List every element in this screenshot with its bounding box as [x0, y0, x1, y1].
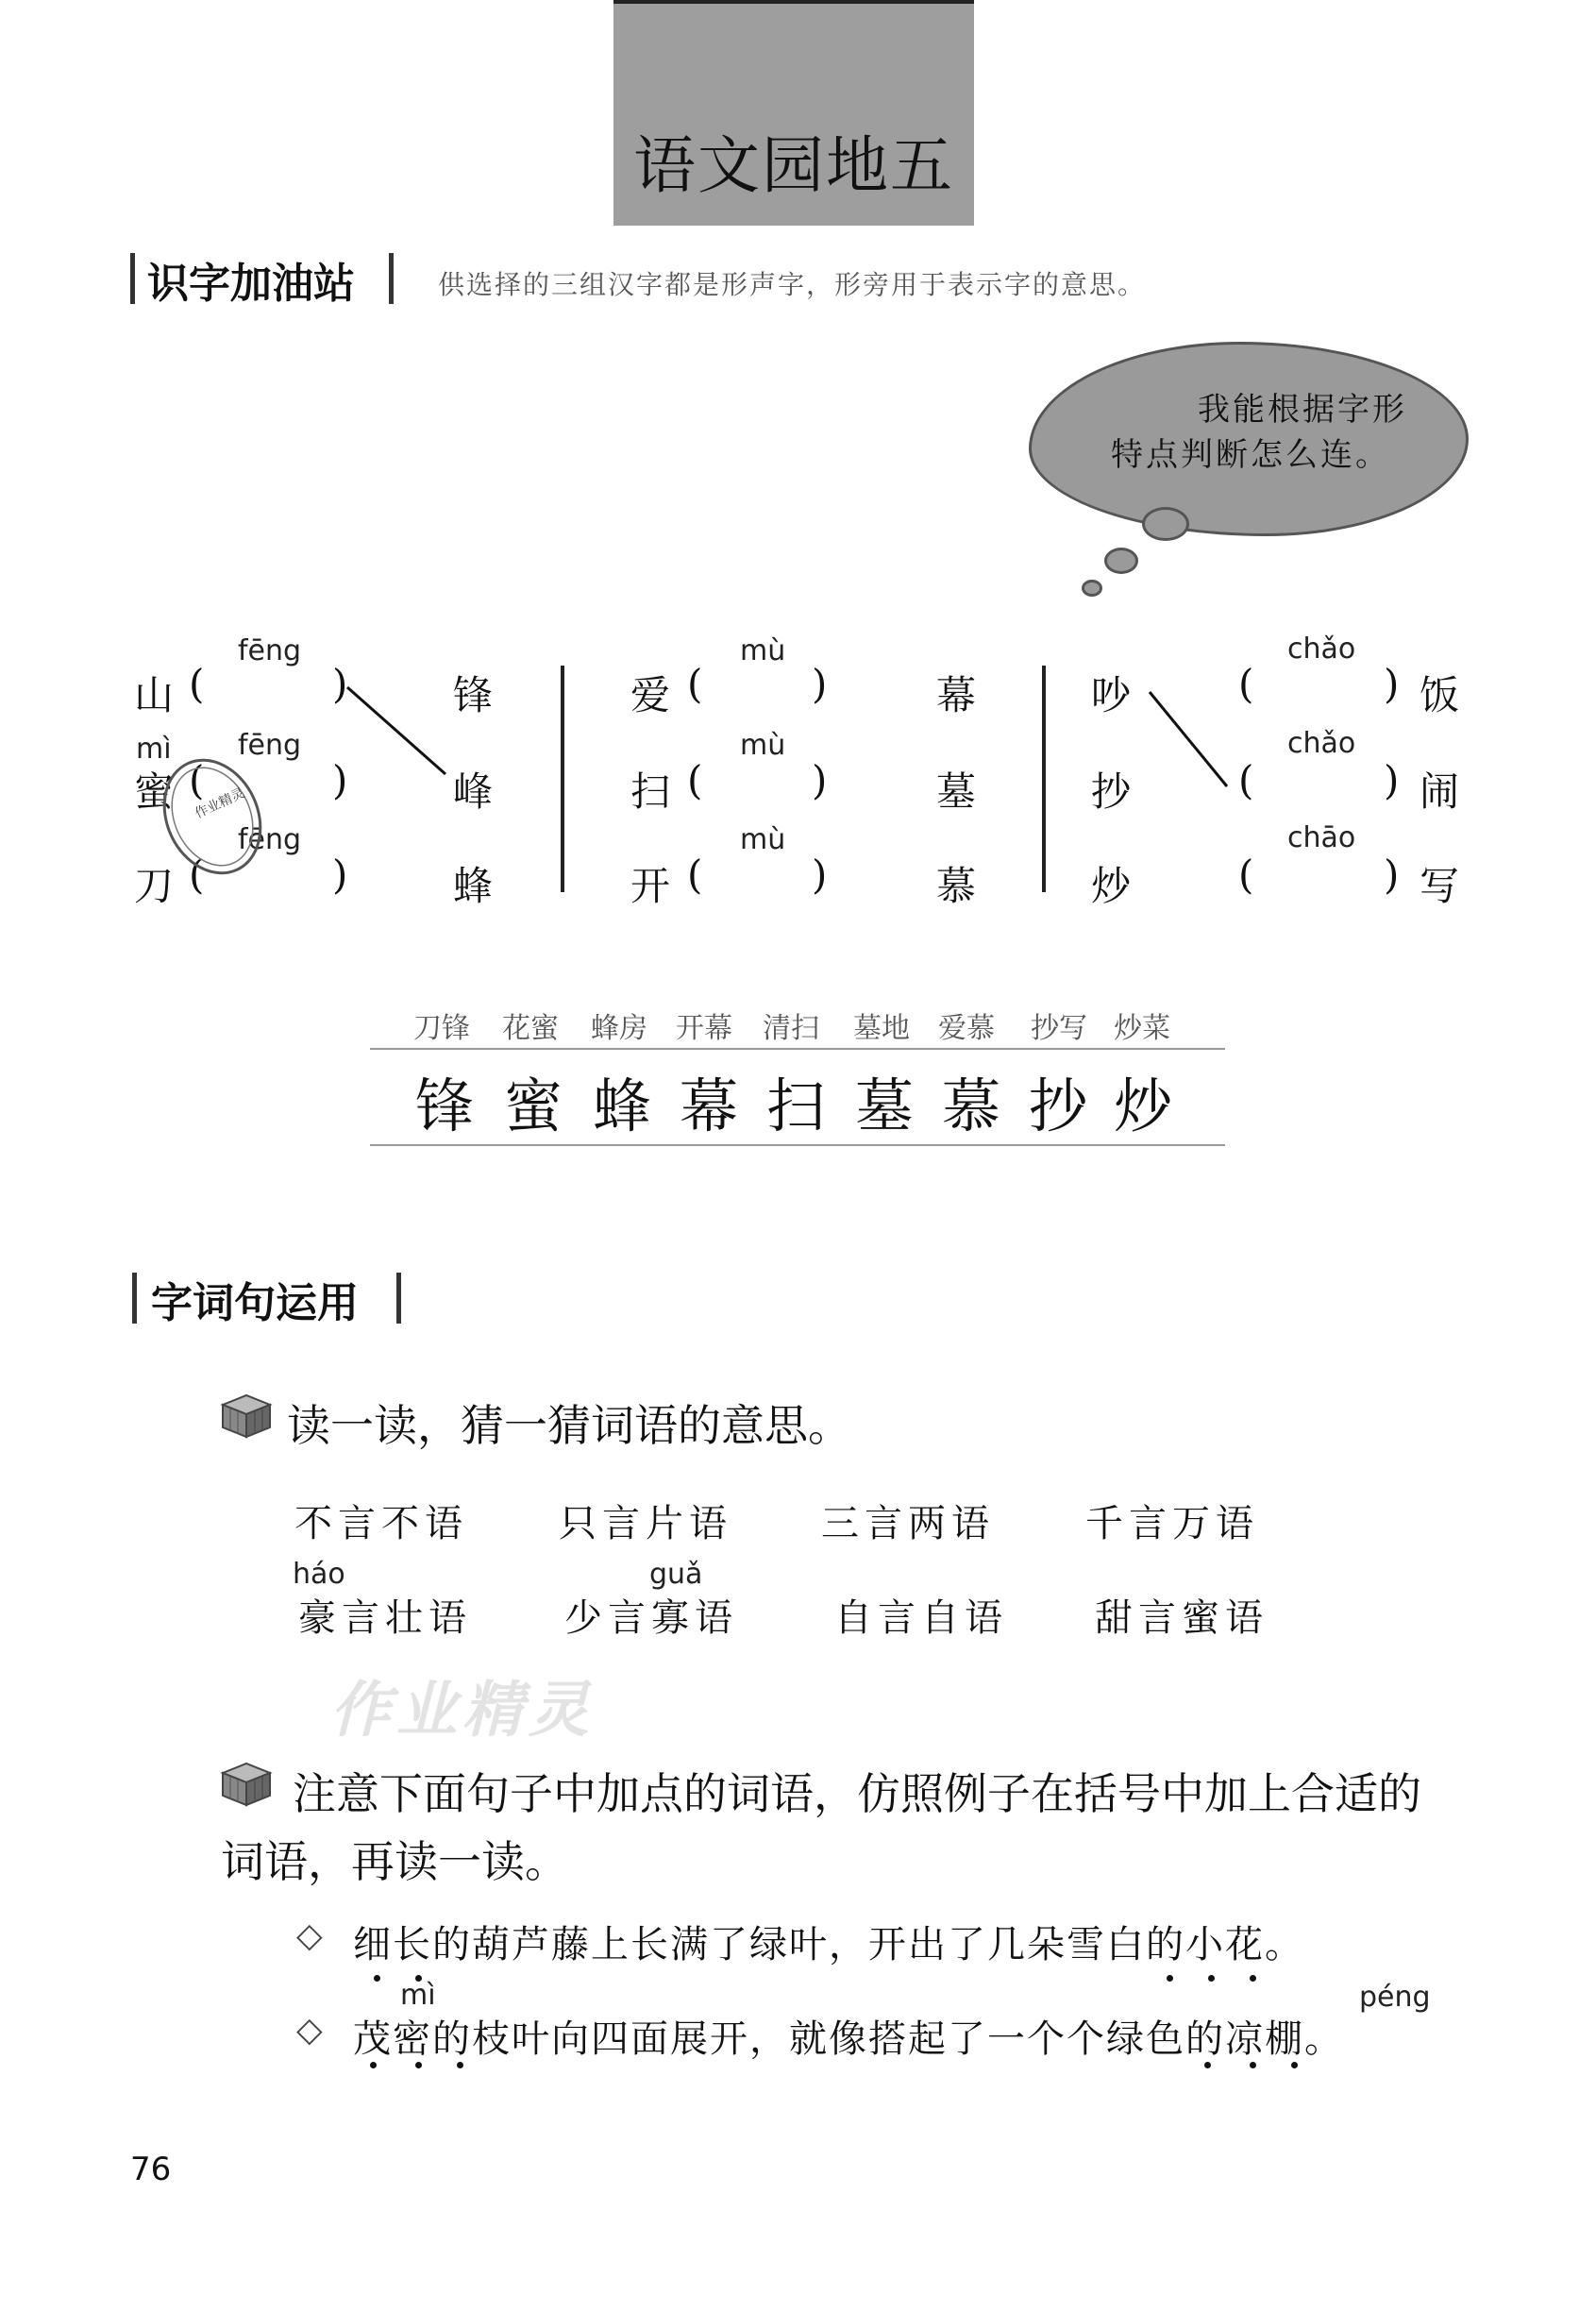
chip-word: 蜂房 [591, 1012, 647, 1045]
chip-word: 刀锋 [413, 1012, 470, 1045]
chip-word: 墓地 [853, 1012, 910, 1045]
page-number: 76 [130, 2151, 172, 2188]
pinyin-gua: guǎ [649, 1558, 703, 1591]
question-1: 读一读，猜一猜词语的意思。 [287, 1400, 851, 1451]
pinyin-chao-2: chǎo [1287, 727, 1356, 760]
rule-bottom [370, 1144, 1225, 1146]
chip-word: 抄写 [1031, 1012, 1087, 1045]
char-kai: 开 [630, 863, 671, 909]
char-feng-metal: 锋 [453, 672, 494, 718]
big-char: 墓 [855, 1072, 915, 1140]
pinyin-mu-2: mù [740, 729, 786, 762]
chip-word: 炒菜 [1114, 1012, 1170, 1045]
big-char: 幕 [680, 1072, 739, 1140]
big-char: 蜂 [593, 1072, 652, 1140]
sentence-1: 细长的葫芦藤上长满了绿叶，开出了几朵雪白的小花。 [353, 1923, 1304, 1966]
idiom: 少言寡语 [564, 1596, 738, 1640]
idiom: 只言片语 [559, 1502, 732, 1545]
idiom: 千言万语 [1085, 1502, 1259, 1545]
section-title-literacy: 识字加油站 [147, 260, 355, 308]
cube-icon [219, 1392, 274, 1441]
pinyin-hao: háo [293, 1558, 345, 1591]
pinyin-chao-1: chǎo [1287, 633, 1356, 666]
watermark: 作业精灵 [330, 1675, 595, 1746]
idiom: 不言不语 [294, 1502, 468, 1545]
idiom: 豪言壮语 [298, 1596, 472, 1640]
idiom: 三言两语 [821, 1502, 995, 1545]
char-mi: 蜜 [134, 768, 175, 815]
idiom: 自言自语 [834, 1596, 1008, 1640]
char-nao: 闹 [1420, 768, 1460, 815]
question-2-line2: 词语，再读一读。 [221, 1836, 568, 1887]
section-hint: 供选择的三组汉字都是形声字，形旁用于表示字的意思。 [438, 269, 1147, 300]
char-feng-mountain: 峰 [453, 768, 494, 815]
char-xie: 写 [1420, 863, 1460, 909]
divider-2 [1042, 666, 1046, 892]
answer-line-1 [340, 680, 453, 784]
big-char: 扫 [766, 1072, 826, 1140]
char-sao: 扫 [630, 768, 671, 815]
answer-line-2 [1142, 684, 1236, 793]
big-char: 蜜 [504, 1072, 563, 1140]
char-fan: 饭 [1420, 672, 1460, 718]
pinyin-mu-1: mù [740, 634, 786, 667]
section-bar-right [389, 253, 394, 304]
char-chao-noisy: 吵 [1091, 672, 1132, 718]
title-banner [613, 0, 974, 226]
stamp-seal [151, 746, 274, 887]
diamond-icon: ◇ [296, 2011, 323, 2050]
char-ai: 爱 [630, 672, 671, 718]
char-feng-bee: 蜂 [453, 863, 494, 909]
pinyin-mu-3: mù [740, 823, 786, 856]
cube-icon [219, 1760, 274, 1809]
chip-word: 爱慕 [938, 1012, 995, 1045]
pinyin-chao-3: chāo [1287, 821, 1356, 854]
diamond-icon: ◇ [296, 1916, 323, 1955]
big-char: 慕 [942, 1072, 1001, 1140]
pinyin-peng: péng [1359, 1981, 1431, 2014]
svg-text:作业精灵: 作业精灵 [193, 785, 247, 822]
section-title-usage: 字词句运用 [151, 1279, 359, 1327]
pinyin-mi: mì [136, 733, 172, 766]
char-mu-admire: 慕 [936, 863, 977, 909]
pinyin-feng-1: fēng [238, 634, 302, 667]
char-dao: 刀 [134, 863, 175, 909]
chip-word: 清扫 [763, 1012, 819, 1045]
char-mu-tomb: 墓 [936, 768, 977, 815]
big-char: 抄 [1029, 1072, 1088, 1140]
section2-bar-left [132, 1273, 137, 1324]
pinyin-feng-3: fēng [238, 823, 302, 856]
divider-1 [561, 666, 564, 892]
bubble-text-line2: 特点判断怎么连。 [1111, 436, 1390, 474]
section2-bar-right [396, 1273, 401, 1324]
bubble-text-line1: 我能根据字形 [1198, 391, 1407, 429]
section-bar-left [130, 253, 135, 304]
chip-word: 开幕 [676, 1012, 732, 1045]
char-shan: 山 [134, 672, 175, 718]
sentence-2: 茂密的枝叶向四面展开，就像搭起了一个个绿色的凉棚。 [353, 2017, 1344, 2061]
big-char: 锋 [415, 1072, 475, 1140]
pinyin-mi-2: mì [400, 1979, 436, 2012]
chip-word: 花蜜 [502, 1012, 559, 1045]
char-mu-curtain: 幕 [936, 672, 977, 718]
pinyin-feng-2: fēng [238, 729, 302, 762]
idiom: 甜言蜜语 [1095, 1596, 1268, 1640]
question-2-line1: 注意下面句子中加点的词语，仿照例子在括号中加上合适的 [293, 1768, 1421, 1819]
char-chao-fry: 炒 [1091, 863, 1132, 909]
char-chao-copy: 抄 [1091, 768, 1132, 815]
page-title: 语文园地五 [633, 129, 954, 202]
rule-top [370, 1048, 1225, 1050]
big-char: 炒 [1114, 1072, 1173, 1140]
